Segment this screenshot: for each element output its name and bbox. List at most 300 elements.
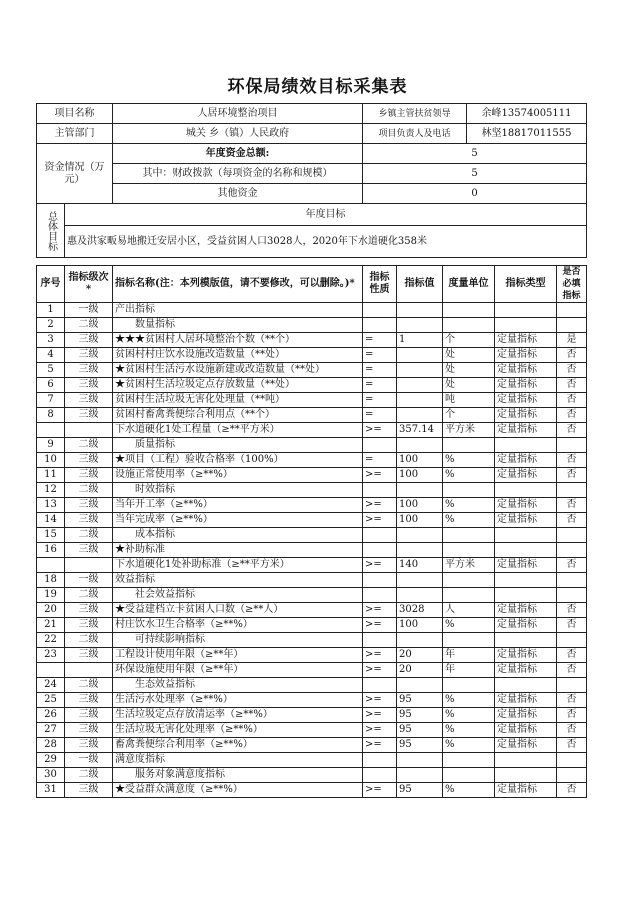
cell-name: 数量指标 [113, 318, 363, 333]
table-row [37, 333, 587, 348]
cell-req: 否 [557, 693, 587, 708]
year-goal-text: 惠及洪家畈易地搬迁安居小区，受益贫困人口3028人，2020年下水道硬化358米 [65, 226, 587, 258]
cell-type: 定量指标 [495, 723, 557, 738]
cell-unit [443, 318, 495, 333]
cell-unit: % [443, 513, 495, 528]
cell-level: 三级 [65, 723, 113, 738]
cell-req: 否 [557, 558, 587, 573]
cell-level: 三级 [65, 468, 113, 483]
cell-seq: 15 [37, 528, 65, 543]
cell-value: 3028 [397, 603, 443, 618]
cell-nature: = [363, 453, 397, 468]
cell-value: 100 [397, 468, 443, 483]
cell-req [557, 768, 587, 783]
cell-req [557, 318, 587, 333]
cell-unit: % [443, 723, 495, 738]
cell-req: 否 [557, 618, 587, 633]
cell-value [397, 573, 443, 588]
cell-name: 贫困村村庄饮水设施改造数量（**处） [113, 348, 363, 363]
cell-type: 定量指标 [495, 783, 557, 798]
cell-value: 100 [397, 513, 443, 528]
cell-nature [363, 543, 397, 558]
cell-req [557, 438, 587, 453]
cell-nature [363, 573, 397, 588]
cell-req: 否 [557, 603, 587, 618]
cell-level [65, 663, 113, 678]
cell-nature [363, 588, 397, 603]
cell-seq: 13 [37, 498, 65, 513]
cell-type: 定量指标 [495, 693, 557, 708]
cell-name: ★补助标准 [113, 543, 363, 558]
cell-value: 20 [397, 663, 443, 678]
cell-name: 生活垃圾定点存放清运率（≥**%） [113, 708, 363, 723]
cell-type: 定量指标 [495, 468, 557, 483]
cell-req: 否 [557, 378, 587, 393]
table-row [37, 423, 587, 438]
cell-level: 三级 [65, 738, 113, 753]
info-table [36, 103, 587, 258]
cell-nature: >= [363, 723, 397, 738]
table-row [37, 648, 587, 663]
cell-level: 三级 [65, 348, 113, 363]
cell-nature [363, 318, 397, 333]
cell-seq: 28 [37, 738, 65, 753]
table-row [37, 558, 587, 573]
cell-level: 三级 [65, 498, 113, 513]
cell-nature: = [363, 333, 397, 348]
cell-type: 定量指标 [495, 558, 557, 573]
annual-value: 5 [363, 144, 587, 164]
leader-label: 乡镇主管扶贫领导 [363, 104, 467, 124]
cell-req: 否 [557, 738, 587, 753]
cell-value: 95 [397, 738, 443, 753]
cell-name: 下水道硬化1处工程量（≥**平方米） [113, 423, 363, 438]
table-row [37, 708, 587, 723]
cell-seq [37, 558, 65, 573]
project-name-value: 人居环境整治项目 [113, 104, 363, 124]
table-row [37, 753, 587, 768]
cell-type [495, 483, 557, 498]
dept-value: 城关 乡（镇）人民政府 [113, 124, 363, 144]
header-type: 指标类型 [495, 266, 557, 303]
cell-level: 三级 [65, 333, 113, 348]
cell-name: 贫困村畜禽粪便综合利用点（**个） [113, 408, 363, 423]
cell-unit: 平方米 [443, 558, 495, 573]
cell-unit [443, 588, 495, 603]
cell-nature: >= [363, 468, 397, 483]
year-goal-label: 年度目标 [65, 204, 587, 226]
cell-req [557, 633, 587, 648]
cell-nature: = [363, 393, 397, 408]
cell-value: 95 [397, 783, 443, 798]
cell-unit [443, 678, 495, 693]
header-level: 指标级次* [65, 266, 113, 303]
cell-req [557, 573, 587, 588]
overall-label: 总体目标 [37, 204, 65, 258]
cell-nature [363, 678, 397, 693]
cell-level: 三级 [65, 708, 113, 723]
cell-value: 20 [397, 648, 443, 663]
cell-unit: % [443, 708, 495, 723]
cell-unit: 人 [443, 603, 495, 618]
cell-req: 否 [557, 723, 587, 738]
cell-seq: 10 [37, 453, 65, 468]
cell-level: 三级 [65, 618, 113, 633]
cell-req: 否 [557, 348, 587, 363]
cell-req [557, 528, 587, 543]
cell-level: 三级 [65, 783, 113, 798]
cell-seq: 27 [37, 723, 65, 738]
cell-seq: 21 [37, 618, 65, 633]
cell-level: 二级 [65, 768, 113, 783]
cell-name: 当年开工率（≥**%） [113, 498, 363, 513]
fiscal-value: 5 [363, 164, 587, 184]
cell-unit [443, 573, 495, 588]
cell-nature: >= [363, 618, 397, 633]
cell-value [397, 768, 443, 783]
cell-seq: 30 [37, 768, 65, 783]
cell-type: 定量指标 [495, 378, 557, 393]
cell-seq: 23 [37, 648, 65, 663]
table-row [37, 768, 587, 783]
cell-type [495, 303, 557, 318]
cell-seq: 26 [37, 708, 65, 723]
cell-type: 定量指标 [495, 453, 557, 468]
cell-name: 满意度指标 [113, 753, 363, 768]
cell-req: 否 [557, 663, 587, 678]
table-row [37, 783, 587, 798]
cell-level: 二级 [65, 633, 113, 648]
cell-level: 三级 [65, 648, 113, 663]
table-row [37, 363, 587, 378]
table-row [37, 303, 587, 318]
other-label: 其他资金 [113, 184, 363, 204]
table-row [37, 603, 587, 618]
cell-level: 二级 [65, 528, 113, 543]
cell-level: 一级 [65, 753, 113, 768]
cell-req: 否 [557, 363, 587, 378]
leader-value: 余峰13574005111 [467, 104, 587, 124]
table-row [37, 408, 587, 423]
cell-req: 否 [557, 423, 587, 438]
cell-unit: 处 [443, 363, 495, 378]
cell-unit [443, 483, 495, 498]
header-required: 是否必填指标 [557, 266, 587, 303]
cell-req [557, 678, 587, 693]
cell-value [397, 378, 443, 393]
cell-unit: % [443, 453, 495, 468]
cell-name: ★项目（工程）验收合格率（100%） [113, 453, 363, 468]
cell-nature [363, 528, 397, 543]
cell-seq: 16 [37, 543, 65, 558]
cell-seq: 11 [37, 468, 65, 483]
cell-value: 140 [397, 558, 443, 573]
cell-name: ★贫困村生活垃圾定点存放数量（**处） [113, 378, 363, 393]
cell-value: 100 [397, 453, 443, 468]
cell-unit: 处 [443, 378, 495, 393]
cell-name: 环保设施使用年限（≥**年） [113, 663, 363, 678]
cell-seq: 25 [37, 693, 65, 708]
cell-type [495, 318, 557, 333]
other-value: 0 [363, 184, 587, 204]
cell-level: 一级 [65, 573, 113, 588]
cell-value [397, 528, 443, 543]
annual-label: 年度资金总额: [113, 144, 363, 164]
table-row [37, 618, 587, 633]
cell-type [495, 573, 557, 588]
project-name-label: 项目名称 [37, 104, 113, 124]
cell-name: 效益指标 [113, 573, 363, 588]
cell-value: 100 [397, 498, 443, 513]
cell-type [495, 438, 557, 453]
table-row [37, 438, 587, 453]
cell-seq: 5 [37, 363, 65, 378]
cell-type: 定量指标 [495, 363, 557, 378]
cell-name: 村庄饮水卫生合格率（≥**%） [113, 618, 363, 633]
cell-seq: 29 [37, 753, 65, 768]
cell-value [397, 543, 443, 558]
table-row [37, 633, 587, 648]
cell-level: 三级 [65, 408, 113, 423]
cell-req [557, 543, 587, 558]
cell-seq: 6 [37, 378, 65, 393]
cell-value [397, 588, 443, 603]
cell-type: 定量指标 [495, 333, 557, 348]
cell-seq: 22 [37, 633, 65, 648]
cell-name: ★受益群众满意度（≥**%） [113, 783, 363, 798]
header-nature: 指标性质 [363, 266, 397, 303]
cell-value [397, 438, 443, 453]
cell-type: 定量指标 [495, 408, 557, 423]
cell-unit: 年 [443, 648, 495, 663]
cell-nature [363, 303, 397, 318]
cell-nature [363, 633, 397, 648]
table-row [37, 393, 587, 408]
cell-unit: 平方米 [443, 423, 495, 438]
cell-unit [443, 528, 495, 543]
cell-type: 定量指标 [495, 663, 557, 678]
cell-name: 工程设计使用年限（≥**年） [113, 648, 363, 663]
cell-type [495, 543, 557, 558]
table-row [37, 588, 587, 603]
cell-level: 一级 [65, 303, 113, 318]
cell-req [557, 483, 587, 498]
cell-unit: % [443, 783, 495, 798]
cell-level: 三级 [65, 513, 113, 528]
cell-value [397, 483, 443, 498]
cell-type: 定量指标 [495, 513, 557, 528]
cell-name: 畜禽粪便综合利用率（≥**%） [113, 738, 363, 753]
cell-name: 产出指标 [113, 303, 363, 318]
cell-type [495, 528, 557, 543]
cell-name: 质量指标 [113, 438, 363, 453]
cell-type [495, 768, 557, 783]
cell-req: 是 [557, 333, 587, 348]
cell-type [495, 753, 557, 768]
cell-value [397, 318, 443, 333]
cell-seq: 2 [37, 318, 65, 333]
indicator-table [36, 265, 587, 798]
table-row [37, 693, 587, 708]
cell-level [65, 423, 113, 438]
table-row [37, 513, 587, 528]
header-value: 指标值 [397, 266, 443, 303]
cell-seq: 4 [37, 348, 65, 363]
header-name: 指标名称(注：本列模版值，请不要修改，可以删除。)* [113, 266, 363, 303]
cell-seq: 8 [37, 408, 65, 423]
cell-name: ★贫困村生活污水设施新建或改造数量（**处） [113, 363, 363, 378]
cell-value: 95 [397, 693, 443, 708]
cell-req: 否 [557, 513, 587, 528]
table-row [37, 453, 587, 468]
cell-req: 否 [557, 453, 587, 468]
cell-type: 定量指标 [495, 348, 557, 363]
cell-type: 定量指标 [495, 498, 557, 513]
cell-value [397, 633, 443, 648]
cell-type [495, 678, 557, 693]
contact-label: 项目负责人及电话 [363, 124, 467, 144]
cell-nature: >= [363, 513, 397, 528]
cell-type: 定量指标 [495, 603, 557, 618]
cell-level: 二级 [65, 678, 113, 693]
cell-seq: 9 [37, 438, 65, 453]
cell-value [397, 408, 443, 423]
cell-name: 生活垃圾无害化处理率（≥**%） [113, 723, 363, 738]
header-unit: 度量单位 [443, 266, 495, 303]
cell-value [397, 303, 443, 318]
funds-label: 资金情况（万元） [37, 144, 113, 204]
cell-value [397, 363, 443, 378]
cell-seq: 7 [37, 393, 65, 408]
table-row [37, 378, 587, 393]
cell-nature: = [363, 363, 397, 378]
cell-name: ★★★贫困村人居环境整治个数（**个） [113, 333, 363, 348]
cell-nature [363, 768, 397, 783]
cell-name: 贫困村生活垃圾无害化处理量（**吨） [113, 393, 363, 408]
cell-value: 100 [397, 618, 443, 633]
cell-req: 否 [557, 408, 587, 423]
cell-type [495, 588, 557, 603]
header-seq: 序号 [37, 266, 65, 303]
cell-value [397, 753, 443, 768]
table-row [37, 528, 587, 543]
cell-seq: 1 [37, 303, 65, 318]
cell-seq [37, 663, 65, 678]
table-row [37, 723, 587, 738]
cell-value [397, 348, 443, 363]
cell-nature: >= [363, 693, 397, 708]
cell-level: 二级 [65, 483, 113, 498]
cell-level: 二级 [65, 318, 113, 333]
dept-label: 主管部门 [37, 124, 113, 144]
table-row [37, 318, 587, 333]
cell-name: 可持续影响指标 [113, 633, 363, 648]
cell-seq: 18 [37, 573, 65, 588]
cell-nature: >= [363, 708, 397, 723]
cell-unit: 年 [443, 663, 495, 678]
cell-name: 设施正常使用率（≥**%） [113, 468, 363, 483]
cell-nature: = [363, 408, 397, 423]
cell-nature: = [363, 348, 397, 363]
cell-seq: 31 [37, 783, 65, 798]
cell-unit: % [443, 468, 495, 483]
cell-level: 三级 [65, 543, 113, 558]
cell-nature: >= [363, 423, 397, 438]
table-row [37, 738, 587, 753]
cell-seq: 14 [37, 513, 65, 528]
cell-type [495, 633, 557, 648]
cell-value: 357.14 [397, 423, 443, 438]
page-title: 环保局绩效目标采集表 [227, 77, 408, 97]
cell-type: 定量指标 [495, 738, 557, 753]
table-row [37, 348, 587, 363]
cell-seq: 3 [37, 333, 65, 348]
cell-nature: >= [363, 648, 397, 663]
cell-name: 生态效益指标 [113, 678, 363, 693]
cell-nature: >= [363, 498, 397, 513]
cell-unit: 个 [443, 333, 495, 348]
cell-type: 定量指标 [495, 708, 557, 723]
table-row [37, 498, 587, 513]
table-row [37, 483, 587, 498]
contact-value: 林坚18817011555 [467, 124, 587, 144]
cell-seq: 19 [37, 588, 65, 603]
cell-seq: 12 [37, 483, 65, 498]
cell-nature [363, 483, 397, 498]
cell-level: 二级 [65, 438, 113, 453]
cell-value: 95 [397, 708, 443, 723]
cell-value [397, 678, 443, 693]
cell-unit: 个 [443, 408, 495, 423]
cell-name: 服务对象满意度指标 [113, 768, 363, 783]
cell-unit: % [443, 498, 495, 513]
cell-name: 当年完成率（≥**%） [113, 513, 363, 528]
cell-type: 定量指标 [495, 648, 557, 663]
cell-nature: >= [363, 783, 397, 798]
cell-name: 下水道硬化1处补助标准（≥**平方米） [113, 558, 363, 573]
cell-nature: >= [363, 558, 397, 573]
cell-name: 成本指标 [113, 528, 363, 543]
table-row [37, 678, 587, 693]
cell-unit [443, 768, 495, 783]
cell-unit: 吨 [443, 393, 495, 408]
cell-req [557, 303, 587, 318]
cell-req: 否 [557, 393, 587, 408]
table-row [37, 663, 587, 678]
cell-seq: 24 [37, 678, 65, 693]
cell-unit [443, 633, 495, 648]
table-row [37, 468, 587, 483]
cell-nature [363, 438, 397, 453]
cell-unit [443, 753, 495, 768]
cell-nature: >= [363, 663, 397, 678]
cell-nature: >= [363, 738, 397, 753]
cell-name: ★受益建档立卡贫困人口数（≥**人） [113, 603, 363, 618]
cell-seq: 20 [37, 603, 65, 618]
cell-unit: % [443, 738, 495, 753]
cell-nature: >= [363, 603, 397, 618]
cell-value: 95 [397, 723, 443, 738]
cell-level: 三级 [65, 603, 113, 618]
cell-seq [37, 423, 65, 438]
cell-nature: = [363, 378, 397, 393]
cell-req: 否 [557, 708, 587, 723]
cell-name: 时效指标 [113, 483, 363, 498]
cell-type: 定量指标 [495, 423, 557, 438]
cell-req [557, 753, 587, 768]
cell-req: 否 [557, 468, 587, 483]
cell-unit [443, 438, 495, 453]
